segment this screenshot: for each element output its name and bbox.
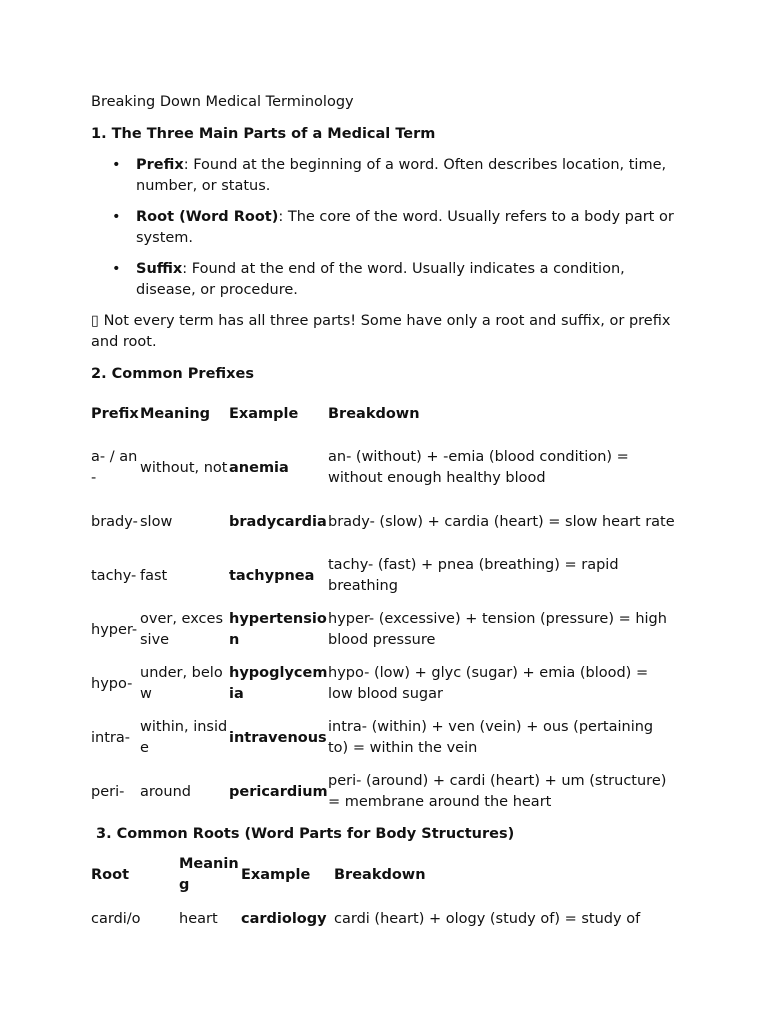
document-title: Breaking Down Medical Terminology	[91, 94, 354, 110]
bullet-desc: : Found at the end of the word. Usually indicates a condition, disease, or procedure.	[136, 261, 625, 298]
column-header: Meaning	[140, 405, 211, 422]
meaning-cell: slow	[140, 513, 173, 530]
root-table	[91, 848, 674, 936]
meaning-cell: around	[140, 783, 191, 800]
meaning-cell: without, not	[140, 459, 228, 476]
bullet-term: Prefix	[136, 157, 184, 173]
breakdown-cell: hyper- (excessive) + tension (pressure) = high blood pressure	[328, 611, 667, 648]
column-header: Prefix	[91, 405, 139, 422]
table-row	[91, 657, 676, 711]
column-header: Root	[91, 866, 130, 883]
bullet-desc: : The core of the word. Usually refers to a body part or system.	[136, 209, 674, 246]
table-row	[91, 549, 676, 603]
table-row	[91, 902, 674, 936]
example-cell: tachypnea	[229, 567, 315, 584]
column-header: Breakdown	[334, 866, 426, 883]
breakdown-cell: hypo- (low) + glyc (sugar) + emia (blood) = low blood sugar	[328, 665, 649, 702]
prefix-cell: hypo-	[91, 675, 133, 692]
meaning-cell: under, below	[140, 665, 223, 702]
example-cell: cardiology	[241, 910, 327, 927]
list-item	[112, 155, 682, 197]
bullet-term: Suffix	[136, 261, 183, 277]
table-row	[91, 441, 676, 495]
list-item	[112, 259, 682, 301]
section-3-heading: 3. Common Roots (Word Parts for Body Structures)	[96, 826, 515, 842]
bullet-desc: : Found at the beginning of a word. Often describes location, time, number, or status.	[136, 157, 667, 194]
note-text: ▯ Not every term has all three parts! Some have only a root and suffix, or prefix and root.	[91, 313, 671, 350]
prefix-cell: hyper-	[91, 621, 138, 638]
breakdown-cell: tachy- (fast) + pnea (breathing) = rapid breathing	[328, 557, 619, 594]
meaning-cell: within, inside	[140, 719, 228, 756]
list-item	[112, 207, 682, 249]
bullet-icon: •	[112, 157, 121, 173]
example-cell: pericardium	[229, 783, 328, 800]
example-cell: hypoglycemia	[229, 665, 328, 702]
breakdown-cell: cardi (heart) + ology (study of) = study of	[334, 910, 641, 927]
meaning-cell: heart	[179, 910, 218, 927]
table-row	[91, 711, 676, 765]
table-header-row	[91, 387, 676, 441]
bullet-term: Root (Word Root)	[136, 209, 279, 225]
section-1-heading: 1. The Three Main Parts of a Medical Term	[91, 126, 436, 142]
column-header: Example	[241, 866, 311, 883]
bullet-icon: •	[112, 209, 121, 225]
prefix-cell: brady-	[91, 513, 138, 530]
example-cell: intravenous	[229, 729, 327, 746]
meaning-cell: fast	[140, 567, 168, 584]
breakdown-cell: peri- (around) + cardi (heart) + um (structure) = membrane around the heart	[328, 773, 667, 810]
column-header: Meaning	[179, 856, 239, 893]
table-row	[91, 495, 676, 549]
column-header: Breakdown	[328, 405, 420, 422]
root-cell: cardi/o	[91, 910, 141, 927]
table-row	[91, 603, 676, 657]
example-cell: bradycardia	[229, 513, 327, 530]
prefix-cell: intra-	[91, 729, 130, 746]
table-row	[91, 765, 676, 819]
meaning-cell: over, excessive	[140, 611, 223, 648]
prefix-table	[91, 387, 676, 819]
parts-list	[112, 155, 682, 311]
breakdown-cell: brady- (slow) + cardia (heart) = slow heart rate	[328, 513, 675, 530]
prefix-cell: a- / an-	[91, 449, 138, 486]
example-cell: anemia	[229, 459, 289, 476]
column-header: Example	[229, 405, 299, 422]
bullet-icon: •	[112, 261, 121, 277]
breakdown-cell: intra- (within) + ven (vein) + ous (pertaining to) = within the vein	[328, 719, 654, 756]
prefix-cell: peri-	[91, 783, 125, 800]
table-header-row	[91, 848, 674, 902]
section-2-heading: 2. Common Prefixes	[91, 366, 254, 382]
example-cell: hypertension	[229, 611, 327, 648]
prefix-cell: tachy-	[91, 567, 137, 584]
breakdown-cell: an- (without) + -emia (blood condition) = without enough healthy blood	[328, 449, 629, 486]
